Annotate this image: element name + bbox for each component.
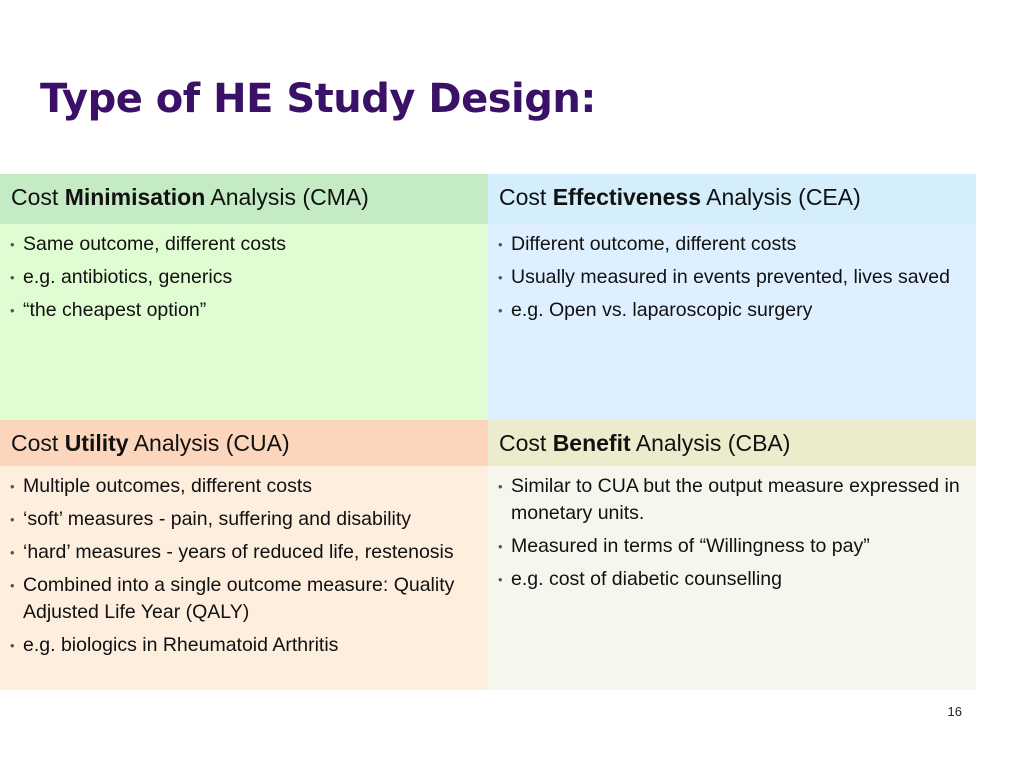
cma-bullet: • “the cheapest option” bbox=[10, 297, 478, 324]
cea-bullet: • e.g. Open vs. laparoscopic surgery bbox=[498, 297, 966, 324]
cba-heading-suffix: Analysis (CBA) bbox=[630, 430, 791, 456]
cma-heading-prefix: Cost bbox=[11, 184, 65, 210]
cea-heading-bold: Effectiveness bbox=[552, 184, 701, 210]
cba-bullet-list bbox=[498, 473, 966, 593]
cba-heading-bold: Benefit bbox=[552, 430, 631, 456]
cma-bullet: • e.g. antibiotics, generics bbox=[10, 264, 478, 291]
cba-bullet: • Similar to CUA but the output measure expressed in monetary units. bbox=[498, 473, 966, 527]
cba-bullet: • Measured in terms of “Willingness to pay” bbox=[498, 533, 966, 560]
cua-heading-suffix: Analysis (CUA) bbox=[128, 430, 290, 456]
cba-heading-prefix: Cost bbox=[499, 430, 553, 456]
cea-heading-prefix: Cost bbox=[499, 184, 553, 210]
cea-heading-suffix: Analysis (CEA) bbox=[701, 184, 861, 210]
cba-bullet: • e.g. cost of diabetic counselling bbox=[498, 566, 966, 593]
study-design-grid bbox=[0, 174, 976, 690]
cua-bullet: • ‘hard’ measures - years of reduced life, restenosis bbox=[10, 539, 478, 566]
cea-bullet: • Different outcome, different costs bbox=[498, 231, 966, 258]
cua-body bbox=[0, 466, 488, 690]
cua-bullet: • Multiple outcomes, different costs bbox=[10, 473, 478, 500]
cua-bullet-list bbox=[10, 473, 478, 659]
cua-bullet: • ‘soft’ measures - pain, suffering and disability bbox=[10, 506, 478, 533]
cea-header bbox=[488, 174, 976, 224]
cua-heading-prefix: Cost bbox=[11, 430, 65, 456]
cua-header bbox=[0, 420, 488, 466]
cma-bullet: • Same outcome, different costs bbox=[10, 231, 478, 258]
page-number: 16 bbox=[947, 704, 962, 719]
cma-bullet-list bbox=[10, 231, 478, 324]
cba-body bbox=[488, 466, 976, 690]
slide-title: Type of HE Study Design: bbox=[40, 76, 596, 122]
cma-heading-bold: Minimisation bbox=[64, 184, 206, 210]
cua-bullet: • Combined into a single outcome measure: Quality Adjusted Life Year (QALY) bbox=[10, 572, 478, 626]
cea-body bbox=[488, 224, 976, 420]
cba-header bbox=[488, 420, 976, 466]
cma-body bbox=[0, 224, 488, 420]
cma-header bbox=[0, 174, 488, 224]
cea-bullet: • Usually measured in events prevented, lives saved bbox=[498, 264, 966, 291]
cua-heading-bold: Utility bbox=[64, 430, 129, 456]
cma-heading-suffix: Analysis (CMA) bbox=[205, 184, 369, 210]
cea-bullet-list bbox=[498, 231, 966, 324]
cua-bullet: • e.g. biologics in Rheumatoid Arthritis bbox=[10, 632, 478, 659]
